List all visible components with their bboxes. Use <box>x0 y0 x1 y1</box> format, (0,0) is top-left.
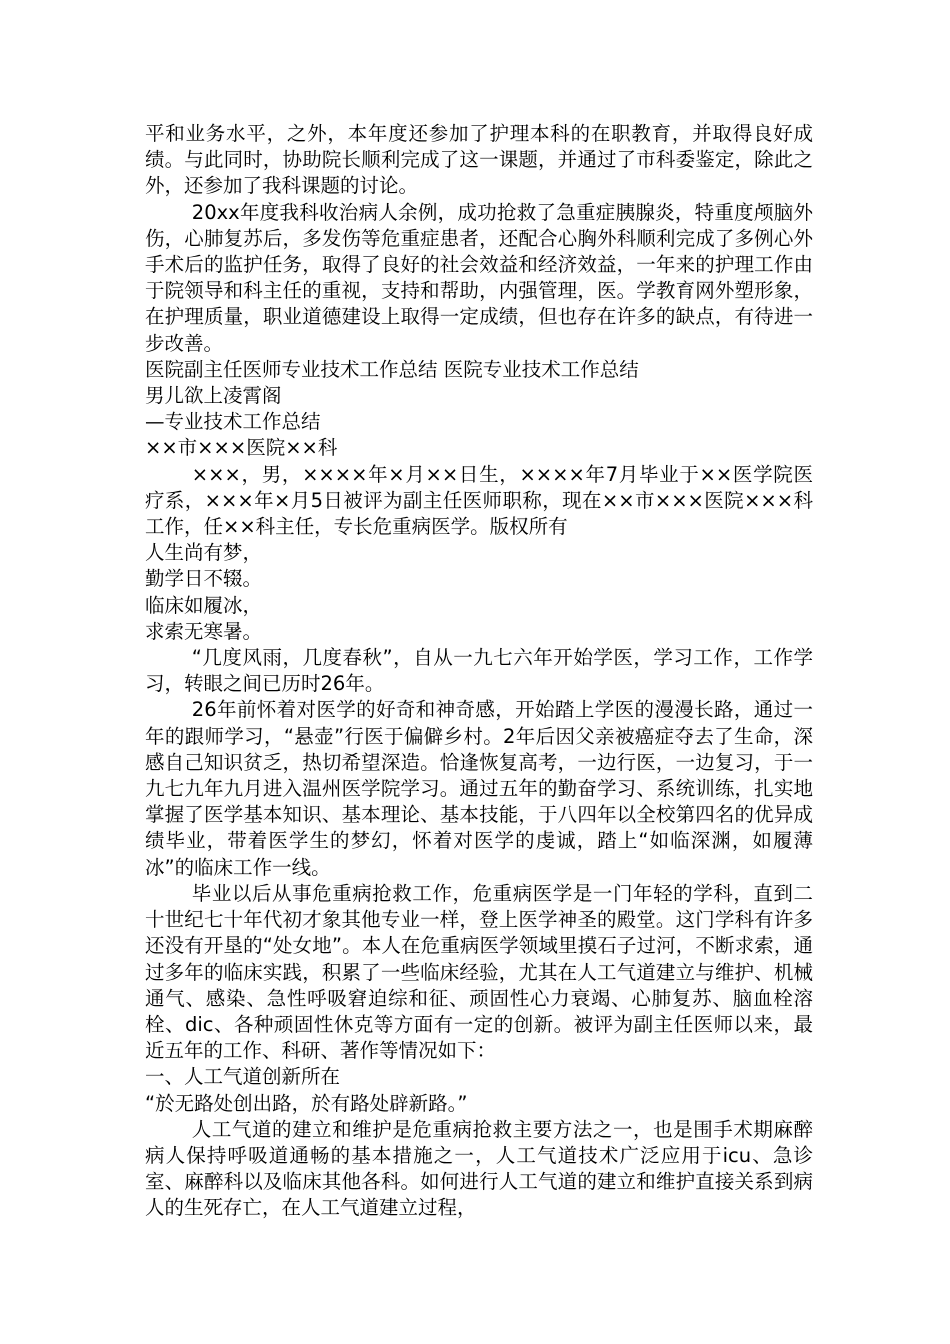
poem-line-3: 临床如履冰， <box>145 593 263 617</box>
quote-line: “於无路处创出路，於有路处辟新路。” <box>145 1091 468 1115</box>
paragraph-bio: ×××，男，××××年×月××日生，××××年7月毕业于××医学院医疗系，×××年×月5日被评为副主任医师职称，现在××市×××医院×××科工作，任××科主任，专长危重病医学。版权所有 <box>145 462 813 539</box>
paragraph-intro: “几度风雨，几度春秋”，自从一九七六年开始学医，学习工作，工作学习，转眼之间已历时26年。 <box>145 646 813 696</box>
paragraph-2: 20xx年度我科收治病人余例，成功抢救了急重症胰腺炎，特重度颅脑外伤，心肺复苏后，多发伤等危重症患者，还配合心胸外科顺利完成了多例心外手术后的监护任务，取得了良好的社会效益和经济效益，一年来的护理工作由于院领导和科主任的重视，支持和帮助，内强管理，医。学教育网外塑形象，在护理质量，职业道德建设上取得一定成绩，但也存在许多的缺点，有待进一步改善。 <box>145 200 813 355</box>
subsection-heading: 一、人工气道创新所在 <box>145 1065 341 1089</box>
document-body <box>145 121 813 1222</box>
title-line-1: 男儿欲上凌霄阁 <box>145 384 282 408</box>
paragraph-airway: 人工气道的建立和维护是危重病抢救主要方法之一，也是围手术期麻醉病人保持呼吸道通畅的基本措施之一，人工气道技术广泛应用于icu、急诊室、麻醉科以及临床其他各科。如何进行人工气道的建立和维护直接关系到病人的生死存亡，在人工气道建立过程， <box>145 1117 813 1220</box>
paragraph-1: 平和业务水平，之外，本年度还参加了护理本科的在职教育，并取得良好成绩。与此同时，协助院长顺利完成了这一课题，并通过了市科委鉴定，除此之外，还参加了我科课题的讨论。 <box>145 122 813 198</box>
poem-line-4: 求索无寒暑。 <box>145 619 263 643</box>
paragraph-history: 26年前怀着对医学的好奇和神奇感，开始踏上学医的漫漫长路，通过一年的跟师学习，“悬壶”行医于偏僻乡村。2年后因父亲被癌症夺去了生命，深感自己知识贫乏，热切希望深造。恰逢恢复高考，一边行医，一边复习，于一九七九年九月进入温州医学院学习。通过五年的勤奋学习、系统训练，扎实地掌握了医学基本知识、基本理论、基本技能，于八四年以全校第四名的优异成绩毕业，带着医学生的梦幻，怀着对医学的虔诚，踏上“如临深渊，如履薄冰”的临床工作一线。 <box>145 698 813 879</box>
poem-line-2: 勤学日不辍。 <box>145 567 263 591</box>
section-title: 医院副主任医师专业技术工作总结 医院专业技术工作总结 <box>145 357 639 381</box>
paragraph-career: 毕业以后从事危重病抢救工作，危重病医学是一门年轻的学科，直到二十世纪七十年代初才象其他专业一样，登上医学神圣的殿堂。这门学科有许多还没有开垦的“处女地”。本人在危重病医学领域里摸石子过河，不断求索，通过多年的临床实践，积累了一些临床经验，尤其在人工气道建立与维护、机械通气、感染、急性呼吸窘迫综和征、顽固性心力衰竭、心肺复苏、脑血栓溶栓、dic、各种顽固性休克等方面有一定的创新。被评为副主任医师以来，最近五年的工作、科研、著作等情况如下： <box>145 881 813 1063</box>
title-line-2: —专业技术工作总结 <box>145 410 321 434</box>
author-affiliation: ××市×××医院××科 <box>145 436 338 460</box>
poem-line-1: 人生尚有梦， <box>145 541 263 565</box>
